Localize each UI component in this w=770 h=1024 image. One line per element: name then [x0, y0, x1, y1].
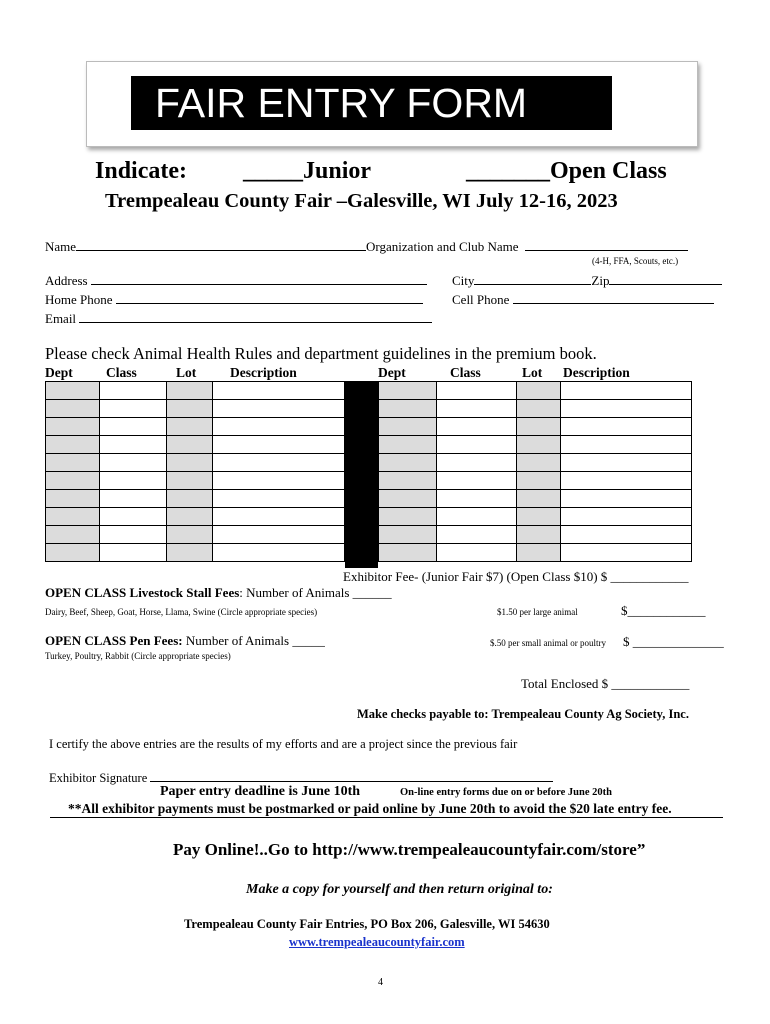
dept-cell[interactable]: [379, 400, 437, 418]
home-phone-row: [45, 289, 423, 308]
online-deadline: On-line entry forms due on or before June 20th: [400, 787, 612, 798]
website-link[interactable]: www.trempealeaucountyfair.com: [289, 935, 465, 949]
entry-row-right: [379, 472, 692, 490]
pen-fee-row: [45, 633, 325, 649]
dept-cell[interactable]: [46, 400, 100, 418]
description-cell[interactable]: [213, 418, 345, 436]
stall-fee-row: [45, 585, 392, 601]
entry-row-left: [46, 526, 345, 544]
form-title: FAIR ENTRY FORM: [131, 76, 612, 130]
lot-cell[interactable]: [166, 400, 213, 418]
dept-cell[interactable]: [379, 454, 437, 472]
class-cell[interactable]: [436, 400, 516, 418]
stall-fee-animals[interactable]: : Number of Animals ______: [239, 585, 392, 600]
dept-cell[interactable]: [379, 508, 437, 526]
name-row: [45, 236, 688, 255]
description-cell[interactable]: [213, 436, 345, 454]
cell-phone-row: [452, 289, 714, 308]
header-class-left: Class: [106, 365, 137, 380]
description-cell[interactable]: [561, 418, 692, 436]
description-cell[interactable]: [561, 508, 692, 526]
stall-fee-amount[interactable]: $____________: [621, 603, 706, 618]
pen-fee-amount[interactable]: $ ______________: [623, 634, 724, 649]
signature-field[interactable]: [150, 767, 553, 782]
entry-row-left: [46, 400, 345, 418]
dept-cell[interactable]: [379, 436, 437, 454]
lot-cell[interactable]: [166, 436, 213, 454]
class-cell[interactable]: [99, 490, 166, 508]
description-cell[interactable]: [213, 508, 345, 526]
lot-cell[interactable]: [166, 490, 213, 508]
city-zip-row: [452, 270, 722, 289]
entry-row-right: [379, 418, 692, 436]
entry-row-left: [46, 454, 345, 472]
header-lot-right: Lot: [522, 365, 543, 380]
dept-cell[interactable]: [379, 526, 437, 544]
dept-cell[interactable]: [46, 508, 100, 526]
entry-row-right: [379, 436, 692, 454]
open-class-option[interactable]: _______Open Class: [466, 158, 667, 184]
description-cell[interactable]: [561, 472, 692, 490]
indicate-label: Indicate:: [95, 158, 187, 184]
junior-option[interactable]: _____Junior: [243, 158, 372, 184]
class-cell[interactable]: [436, 508, 516, 526]
entry-table-right: [378, 381, 692, 562]
dept-cell[interactable]: [379, 472, 437, 490]
entry-row-right: [379, 400, 692, 418]
class-cell[interactable]: [436, 490, 516, 508]
zip-label: Zip: [591, 273, 610, 288]
class-cell[interactable]: [436, 472, 516, 490]
mailing-address: Trempealeau County Fair Entries, PO Box 206, Galesville, WI 54630: [184, 917, 550, 931]
entry-row-right: [379, 382, 692, 400]
org-field[interactable]: [525, 236, 688, 251]
description-cell[interactable]: [213, 490, 345, 508]
class-cell[interactable]: [99, 400, 166, 418]
header-description-right: Description: [563, 365, 630, 380]
lot-cell[interactable]: [516, 508, 561, 526]
header-lot-left: Lot: [176, 365, 197, 380]
cell-phone-label: Cell Phone: [452, 292, 510, 307]
dept-cell[interactable]: [46, 382, 100, 400]
paper-deadline: Paper entry deadline is June 10th: [160, 784, 361, 799]
lot-cell[interactable]: [516, 544, 561, 562]
lot-cell[interactable]: [516, 490, 561, 508]
copy-note: Make a copy for yourself and then return original to:: [246, 882, 553, 897]
header-dept-right: Dept: [378, 365, 406, 380]
address-label: Address: [45, 273, 88, 288]
description-cell[interactable]: [213, 382, 345, 400]
home-phone-field[interactable]: [116, 289, 423, 304]
stall-fee-title: OPEN CLASS Livestock Stall Fees: [45, 585, 240, 600]
email-row: [45, 308, 432, 327]
entry-row-right: [379, 490, 692, 508]
class-cell[interactable]: [436, 382, 516, 400]
lot-cell[interactable]: [166, 526, 213, 544]
description-cell[interactable]: [561, 436, 692, 454]
class-cell[interactable]: [436, 544, 516, 562]
cell-phone-field[interactable]: [513, 289, 714, 304]
entry-row-left: [46, 544, 345, 562]
class-cell[interactable]: [436, 526, 516, 544]
fair-subtitle: Trempealeau County Fair –Galesville, WI July 12-16, 2023: [105, 190, 618, 212]
header-description-left: Description: [230, 365, 297, 380]
dept-cell[interactable]: [46, 544, 100, 562]
address-row: [45, 270, 427, 289]
stall-species: Dairy, Beef, Sheep, Goat, Horse, Llama, Swine (Circle appropriate species): [45, 607, 318, 617]
entry-row-left: [46, 490, 345, 508]
lot-cell[interactable]: [516, 400, 561, 418]
description-cell[interactable]: [213, 454, 345, 472]
dept-cell[interactable]: [379, 382, 437, 400]
entry-row-right: [379, 454, 692, 472]
dept-cell[interactable]: [379, 544, 437, 562]
class-cell[interactable]: [99, 544, 166, 562]
entry-row-left: [46, 418, 345, 436]
class-cell[interactable]: [99, 508, 166, 526]
pen-fee-animals[interactable]: Number of Animals _____: [182, 633, 325, 648]
page-number: 4: [378, 977, 383, 988]
signature-label: Exhibitor Signature: [49, 771, 148, 785]
entry-row-left: [46, 472, 345, 490]
header-class-right: Class: [450, 365, 481, 380]
dept-cell[interactable]: [379, 418, 437, 436]
entry-row-right: [379, 544, 692, 562]
name-field[interactable]: [76, 236, 366, 251]
description-cell[interactable]: [561, 526, 692, 544]
lot-cell[interactable]: [166, 472, 213, 490]
description-cell[interactable]: [561, 490, 692, 508]
description-cell[interactable]: [561, 382, 692, 400]
table-separator: [345, 381, 378, 568]
class-cell[interactable]: [436, 436, 516, 454]
email-label: Email: [45, 311, 77, 326]
late-fee-notice: **All exhibitor payments must be postmarked or paid online by June 20th to avoid the $20 late entry fee.: [50, 801, 723, 818]
pen-species: Turkey, Poultry, Rabbit (Circle appropriate species): [45, 651, 231, 661]
lot-cell[interactable]: [166, 544, 213, 562]
lot-cell[interactable]: [516, 472, 561, 490]
pen-fee-title: OPEN CLASS Pen Fees:: [45, 633, 183, 648]
lot-cell[interactable]: [516, 382, 561, 400]
lot-cell[interactable]: [166, 454, 213, 472]
class-cell[interactable]: [99, 382, 166, 400]
address-field[interactable]: [91, 270, 427, 285]
entry-row-right: [379, 508, 692, 526]
pay-online: Pay Online!..Go to http://www.trempealeaucountyfair.com/store”: [173, 840, 646, 859]
description-cell[interactable]: [213, 472, 345, 490]
dept-cell[interactable]: [46, 526, 100, 544]
class-cell[interactable]: [99, 472, 166, 490]
home-phone-label: Home Phone: [45, 292, 113, 307]
lot-cell[interactable]: [516, 418, 561, 436]
email-field[interactable]: [79, 308, 432, 323]
payable-to: Make checks payable to: Trempealeau County Ag Society, Inc.: [357, 707, 689, 721]
health-rules-notice: Please check Animal Health Rules and department guidelines in the premium book.: [45, 344, 597, 363]
lot-cell[interactable]: [166, 508, 213, 526]
entry-row-left: [46, 436, 345, 454]
description-cell[interactable]: [561, 544, 692, 562]
exhibitor-fee: Exhibitor Fee- (Junior Fair $7) (Open Class $10) $ ____________: [343, 569, 689, 584]
city-label: City: [452, 273, 475, 288]
lot-cell[interactable]: [516, 454, 561, 472]
pen-rate: $.50 per small animal or poultry: [490, 638, 606, 648]
lot-cell[interactable]: [516, 436, 561, 454]
total-enclosed[interactable]: Total Enclosed $ ____________: [521, 676, 690, 691]
class-cell[interactable]: [99, 454, 166, 472]
dept-cell[interactable]: [46, 472, 100, 490]
name-label: Name: [45, 239, 77, 254]
description-cell[interactable]: [213, 526, 345, 544]
description-cell[interactable]: [213, 400, 345, 418]
header-dept-left: Dept: [45, 365, 73, 380]
entry-row-right: [379, 526, 692, 544]
class-cell[interactable]: [99, 418, 166, 436]
stall-rate: $1.50 per large animal: [497, 607, 578, 617]
dept-cell[interactable]: [46, 436, 100, 454]
lot-cell[interactable]: [516, 526, 561, 544]
class-cell[interactable]: [99, 436, 166, 454]
city-field[interactable]: [474, 270, 591, 285]
dept-cell[interactable]: [46, 418, 100, 436]
dept-cell[interactable]: [46, 490, 100, 508]
description-cell[interactable]: [561, 454, 692, 472]
org-label: Organization and Club Name: [366, 239, 519, 254]
certify-statement: I certify the above entries are the results of my efforts and are a project since the previous fair: [49, 737, 518, 751]
dept-cell[interactable]: [46, 454, 100, 472]
class-cell[interactable]: [436, 454, 516, 472]
description-cell[interactable]: [213, 544, 345, 562]
org-hint: (4-H, FFA, Scouts, etc.): [592, 256, 679, 266]
entry-row-left: [46, 508, 345, 526]
zip-field[interactable]: [609, 270, 722, 285]
class-cell[interactable]: [99, 526, 166, 544]
class-cell[interactable]: [436, 418, 516, 436]
lot-cell[interactable]: [166, 382, 213, 400]
dept-cell[interactable]: [379, 490, 437, 508]
lot-cell[interactable]: [166, 418, 213, 436]
entry-table-left: [45, 381, 345, 562]
entry-row-left: [46, 382, 345, 400]
description-cell[interactable]: [561, 400, 692, 418]
